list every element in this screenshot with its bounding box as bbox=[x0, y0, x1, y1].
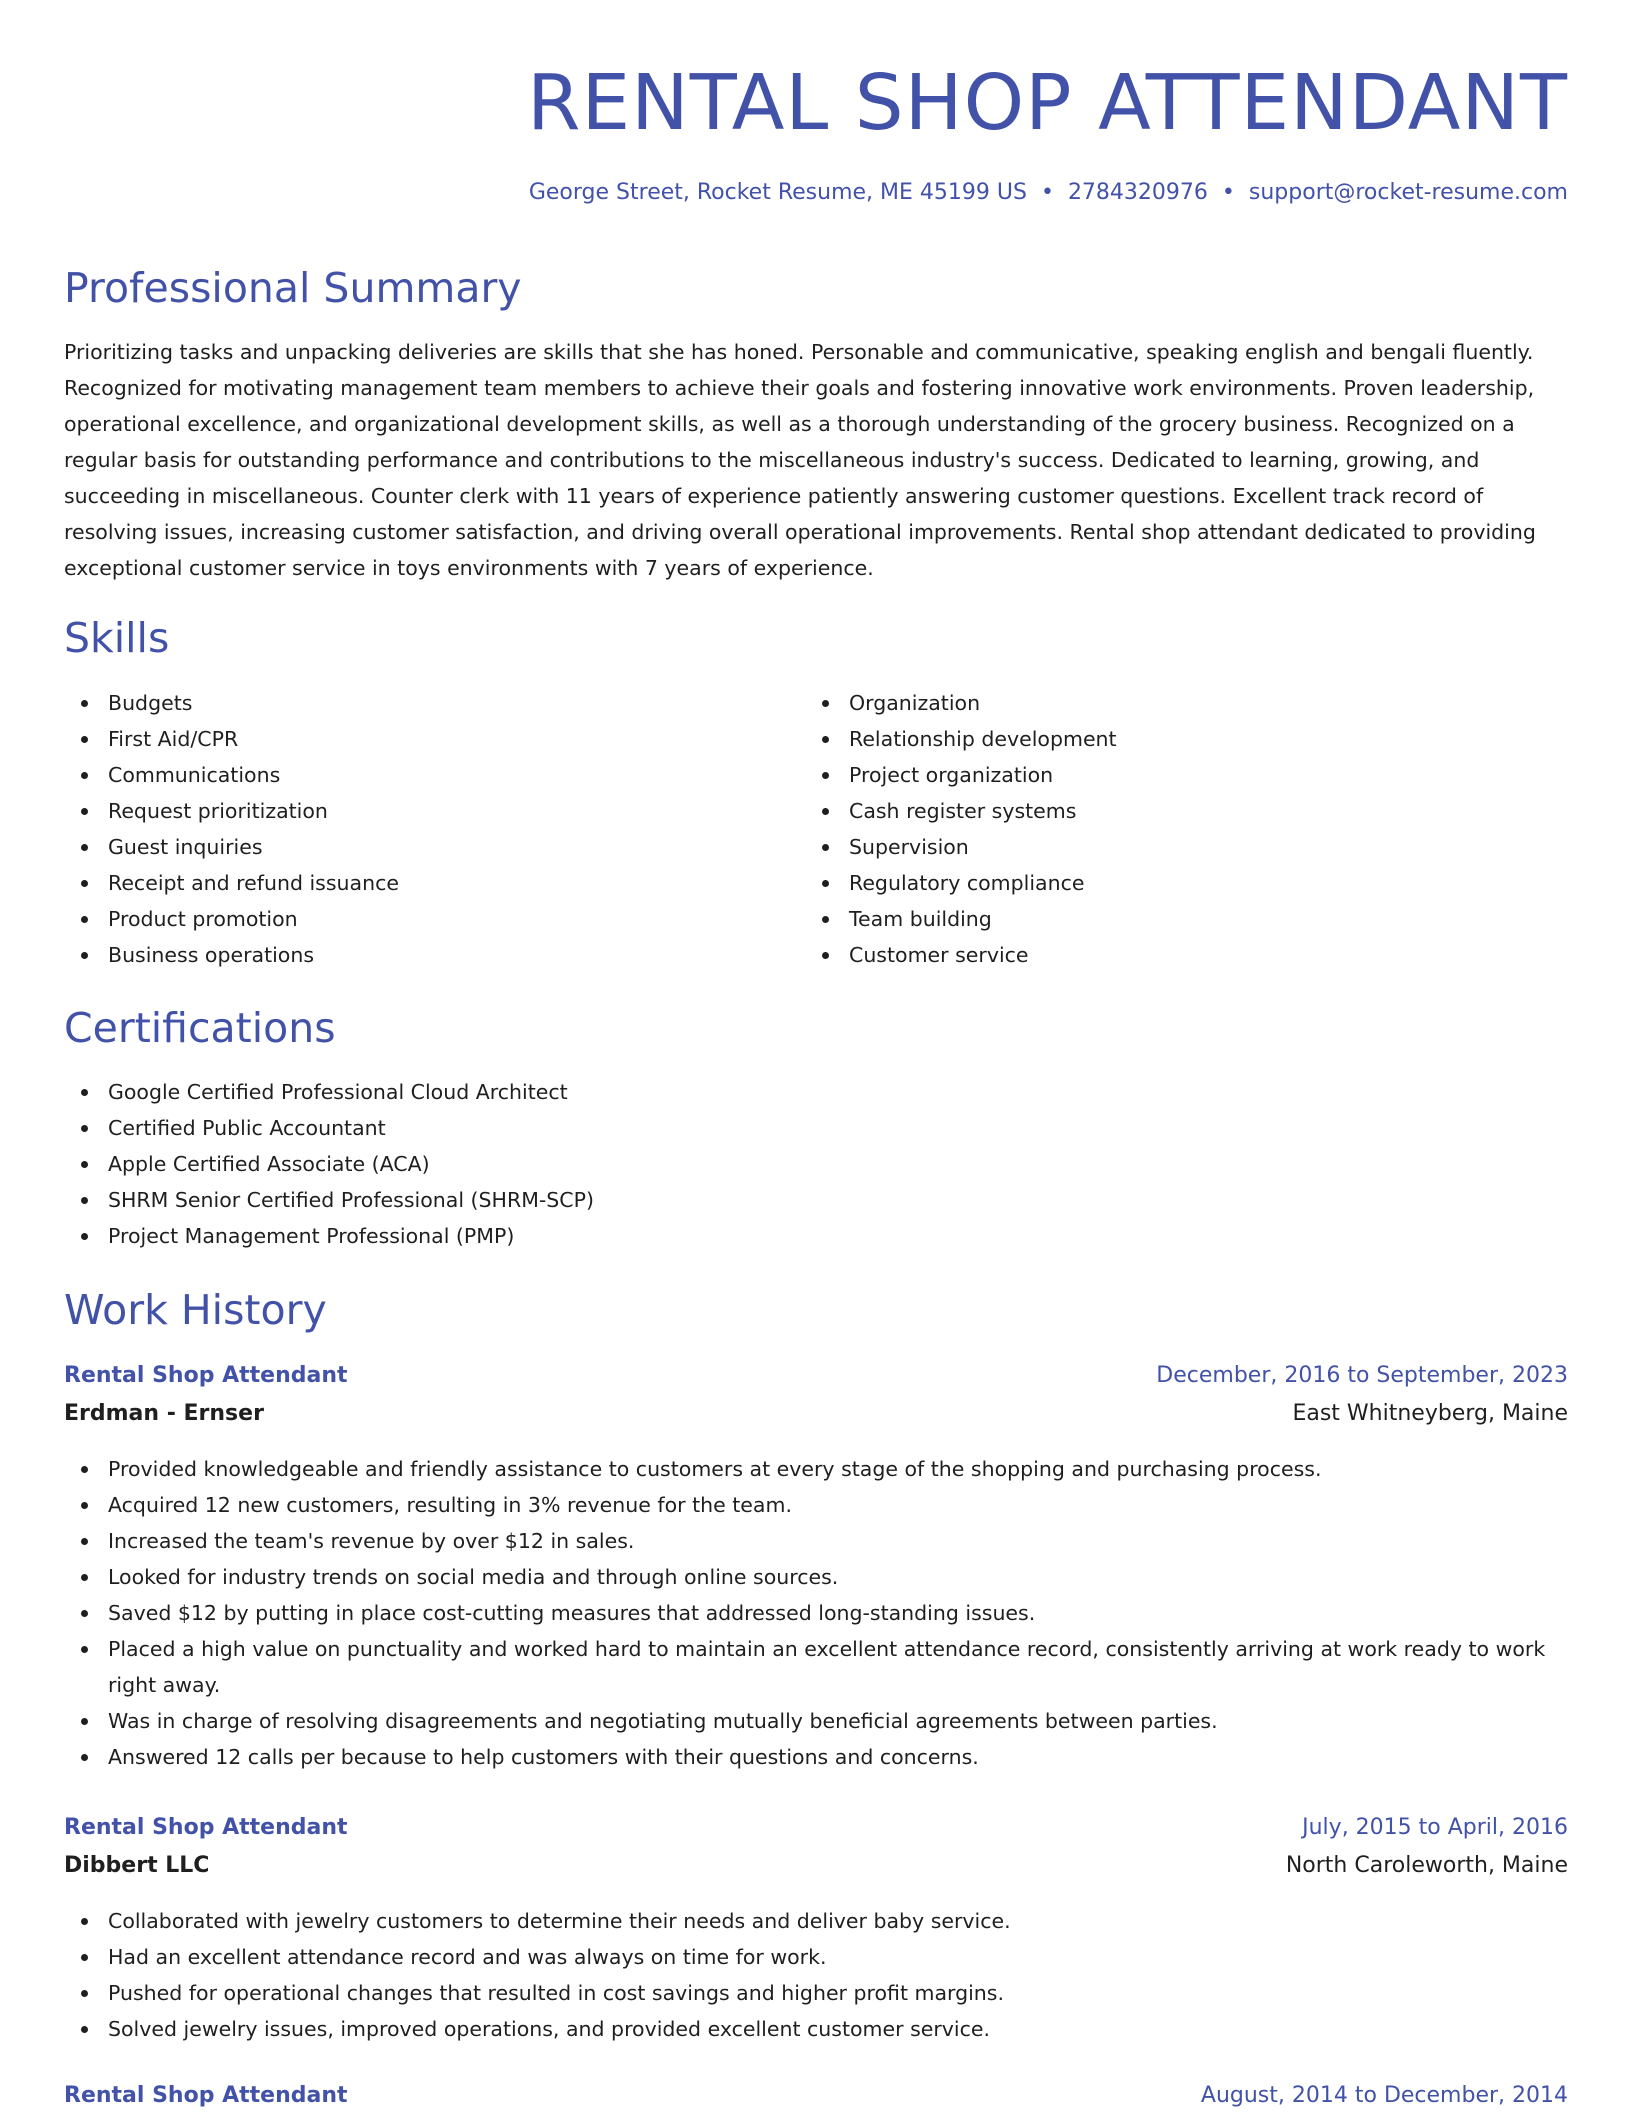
certification-item: Apple Certified Associate (ACA) bbox=[64, 1146, 1064, 1182]
skill-item: Project organization bbox=[805, 757, 1545, 793]
job-bullet: Increased the team's revenue by over $12 in sales. bbox=[64, 1523, 1568, 1559]
job-bullets bbox=[64, 1903, 1568, 2047]
section-title-skills: Skills bbox=[64, 614, 170, 662]
skill-item: Team building bbox=[805, 901, 1545, 937]
skill-item: Communications bbox=[64, 757, 804, 793]
job-bullet: Collaborated with jewelry customers to determine their needs and deliver baby service. bbox=[64, 1903, 1568, 1939]
skill-item: Regulatory compliance bbox=[805, 865, 1545, 901]
job-title: Rental Shop Attendant bbox=[64, 1815, 348, 1840]
summary-text: Prioritizing tasks and unpacking deliveries are skills that she has honed. Personable and communicative, speaking english and bengali fluently. Recognized for motivating management team members to achieve their goals and fostering innovative work environments. Proven leadership, operational excellence, and organizational development skills, as well as a thorough understanding of the grocery business. Recognized on a regular basis for outstanding performance and contributions to the miscellaneous industry's success. Dedicated to learning, growing, and succeeding in miscellaneous. Counter clerk with 11 years of experience patiently answering customer questions. Excellent track record of resolving issues, increasing customer satisfaction, and driving overall operational improvements. Rental shop attendant dedicated to providing exceptional customer service in toys environments with 7 years of experience. bbox=[64, 340, 1536, 580]
skill-item: Supervision bbox=[805, 829, 1545, 865]
skill-item: Organization bbox=[805, 685, 1545, 721]
skill-item: Business operations bbox=[64, 937, 804, 973]
contact-separator: • bbox=[1221, 180, 1235, 205]
skill-item: Guest inquiries bbox=[64, 829, 804, 865]
contact-phone: 2784320976 bbox=[1067, 180, 1208, 205]
resume-name-title: RENTAL SHOP ATTENDANT bbox=[526, 59, 1568, 148]
certifications-list bbox=[64, 1074, 1064, 1254]
job-dates: December, 2016 to September, 2023 bbox=[1156, 1363, 1568, 1388]
job-header bbox=[64, 2078, 1568, 2114]
job-bullet: Placed a high value on punctuality and worked hard to maintain an excellent attendance record, consistently arriving at work ready to work right away. bbox=[64, 1631, 1568, 1703]
job-bullet: Acquired 12 new customers, resulting in 3% revenue for the team. bbox=[64, 1487, 1568, 1523]
skill-item: Customer service bbox=[805, 937, 1545, 973]
resume-page bbox=[64, 0, 1568, 2108]
job-header bbox=[64, 1810, 1568, 1846]
job-location: North Caroleworth, Maine bbox=[1285, 1853, 1568, 1878]
certification-item: Google Certified Professional Cloud Architect bbox=[64, 1074, 1064, 1110]
contact-address: George Street, Rocket Resume, ME 45199 US bbox=[528, 180, 1027, 205]
section-title-certifications: Certifications bbox=[64, 1004, 336, 1052]
job-bullet: Was in charge of resolving disagreements and negotiating mutually beneficial agreements between parties. bbox=[64, 1703, 1568, 1739]
job-title: Rental Shop Attendant bbox=[64, 1363, 348, 1388]
skills-list-right bbox=[805, 685, 1545, 973]
job-company: Erdman - Ernser bbox=[64, 1401, 264, 1426]
skill-item: Cash register systems bbox=[805, 793, 1545, 829]
skill-item: First Aid/CPR bbox=[64, 721, 804, 757]
contact-email[interactable]: support@rocket-resume.com bbox=[1248, 180, 1568, 205]
job-bullets bbox=[64, 1451, 1568, 1775]
job-title: Rental Shop Attendant bbox=[64, 2083, 348, 2108]
skill-item: Product promotion bbox=[64, 901, 804, 937]
job-location: East Whitneyberg, Maine bbox=[1292, 1401, 1568, 1426]
skill-item: Budgets bbox=[64, 685, 804, 721]
contact-line bbox=[529, 178, 1568, 208]
job-bullet: Saved $12 by putting in place cost-cutting measures that addressed long-standing issues. bbox=[64, 1595, 1568, 1631]
job-bullet: Pushed for operational changes that resulted in cost savings and higher profit margins. bbox=[64, 1975, 1568, 2011]
skill-item: Request prioritization bbox=[64, 793, 804, 829]
certification-item: SHRM Senior Certified Professional (SHRM-SCP) bbox=[64, 1182, 1064, 1218]
job-bullet: Provided knowledgeable and friendly assistance to customers at every stage of the shopping and purchasing process. bbox=[64, 1451, 1568, 1487]
skill-item: Receipt and refund issuance bbox=[64, 865, 804, 901]
skills-list-left bbox=[64, 685, 804, 973]
job-bullet: Solved jewelry issues, improved operations, and provided excellent customer service. bbox=[64, 2011, 1568, 2047]
job-employer-row bbox=[64, 1848, 1568, 1884]
contact-separator: • bbox=[1040, 180, 1054, 205]
job-header bbox=[64, 1358, 1568, 1394]
skill-item: Relationship development bbox=[805, 721, 1545, 757]
job-bullet: Looked for industry trends on social media and through online sources. bbox=[64, 1559, 1568, 1595]
job-company: Dibbert LLC bbox=[64, 1853, 210, 1878]
job-bullet: Had an excellent attendance record and was always on time for work. bbox=[64, 1939, 1568, 1975]
job-employer-row bbox=[64, 1396, 1568, 1432]
section-title-summary: Professional Summary bbox=[64, 264, 522, 312]
job-dates: August, 2014 to December, 2014 bbox=[1200, 2083, 1568, 2108]
section-title-work-history: Work History bbox=[64, 1286, 327, 1334]
certification-item: Project Management Professional (PMP) bbox=[64, 1218, 1064, 1254]
certification-item: Certified Public Accountant bbox=[64, 1110, 1064, 1146]
job-dates: July, 2015 to April, 2016 bbox=[1302, 1815, 1568, 1840]
job-bullet: Answered 12 calls per because to help customers with their questions and concerns. bbox=[64, 1739, 1568, 1775]
